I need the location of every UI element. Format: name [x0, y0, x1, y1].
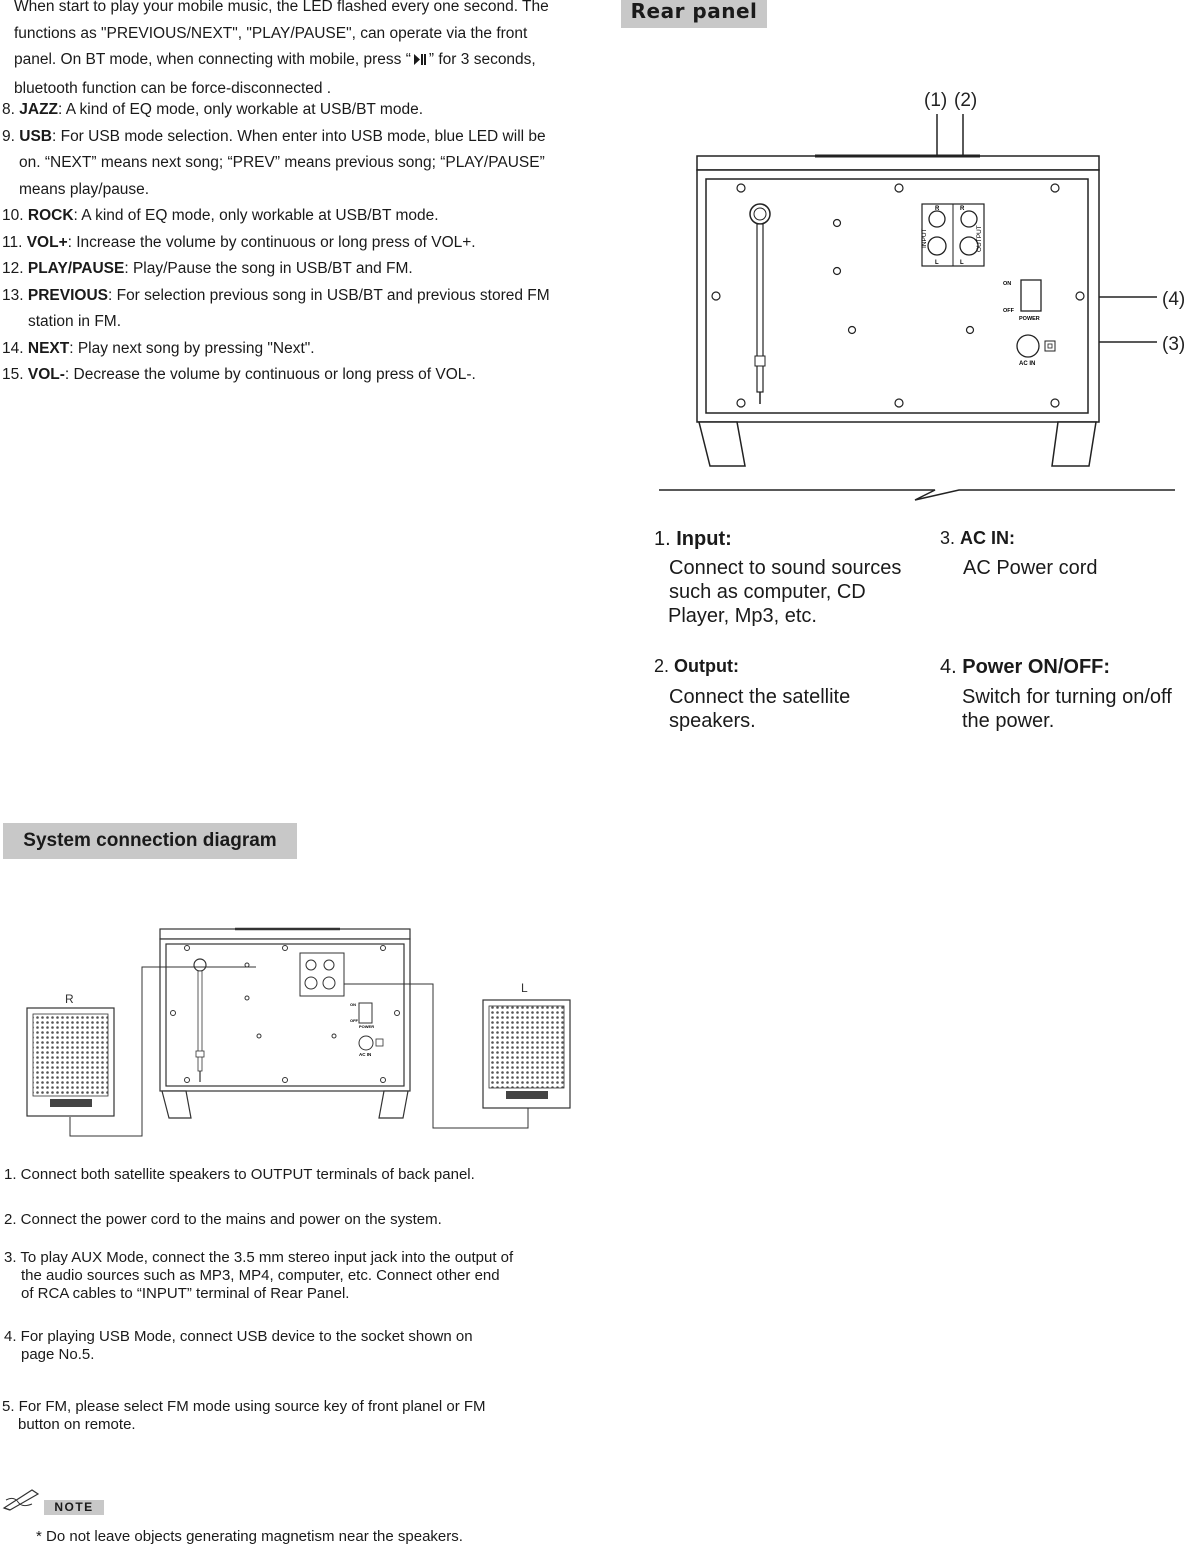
- power-label: POWER: [1019, 316, 1040, 322]
- system-step-5-line-1: 5. For FM, please select FM mode using source key of front planel or FM: [2, 1398, 486, 1415]
- rear-item-power-desc-1: Switch for turning on/off: [962, 686, 1172, 708]
- intro-line-1: When start to play your mobile music, the LED flashed every one second. The: [14, 0, 549, 15]
- play-pause-icon: [413, 49, 427, 76]
- callout-4: (4): [1162, 289, 1186, 310]
- pencil-note-icon: [2, 1486, 42, 1512]
- ac-in-label: AC IN: [1019, 361, 1036, 367]
- system-step-1-line-1: 1. Connect both satellite speakers to OUTPUT terminals of back panel.: [4, 1166, 475, 1183]
- rear-item-acin: [940, 527, 1185, 580]
- list-item: 14. NEXT: Play next song by pressing "Next".: [2, 339, 315, 357]
- list-item: 13. PREVIOUS: For selection previous song in USB/BT and previous stored FM: [2, 286, 550, 304]
- rear-item-input-desc-1: Connect to sound sources: [669, 557, 902, 579]
- note-badge: NOTE: [44, 1500, 104, 1515]
- rear-item-output: [654, 655, 924, 733]
- rear-item-output-num: 2.: [654, 656, 670, 676]
- list-item: 8. JAZZ: A kind of EQ mode, only workable at USB/BT mode.: [2, 101, 424, 118]
- rca-l-label-2: L: [960, 260, 964, 266]
- rear-item-input: [654, 527, 924, 628]
- intro-line-5: bluetooth function can be force-disconnected .: [14, 79, 332, 97]
- system-step-3-line-3: of RCA cables to “INPUT” terminal of Rear Panel.: [21, 1285, 350, 1302]
- rear-item-power-desc-2: the power.: [962, 710, 1055, 732]
- list-item: 11. VOL+: Increase the volume by continuous or long press of VOL+.: [2, 233, 476, 251]
- intro-line-2: functions as "PREVIOUS/NEXT", "PLAY/PAUSE", can operate via the front: [14, 24, 528, 42]
- mini-power-label: POWER: [359, 1024, 375, 1029]
- rca-l-label-1: L: [935, 260, 939, 266]
- output-label: OUTPUT: [976, 225, 983, 252]
- rear-item-acin-title: AC IN:: [960, 528, 1016, 548]
- mini-on-label: ON: [350, 1002, 356, 1007]
- system-step-2: [4, 1211, 594, 1229]
- system-step-4: [4, 1328, 594, 1364]
- list-item-cont: means play/pause.: [19, 180, 150, 198]
- intro-paragraph: [14, 0, 604, 102]
- list-item-cont: station in FM.: [28, 313, 122, 330]
- callout-3: (3): [1162, 334, 1186, 355]
- rear-item-output-desc-2: speakers.: [669, 710, 756, 732]
- rear-item-input-desc-2: such as computer, CD: [669, 581, 866, 603]
- callout-2: (2): [954, 90, 978, 111]
- rear-item-input-desc-3: Player, Mp3, etc.: [668, 605, 817, 627]
- system-step-3: [4, 1249, 594, 1303]
- callout-1: (1): [924, 90, 948, 111]
- rca-r-label-1: R: [935, 206, 940, 212]
- rear-item-input-title: Input:: [676, 528, 732, 550]
- speaker-l-label: L: [521, 981, 528, 995]
- rear-item-power: [940, 655, 1185, 733]
- note-text: * Do not leave objects generating magnetism near the speakers.: [36, 1528, 463, 1545]
- system-connection-title: System connection diagram: [3, 823, 297, 859]
- system-step-5-line-2: button on remote.: [18, 1416, 136, 1433]
- rear-item-output-desc-1: Connect the satellite: [669, 686, 851, 708]
- mini-ac-in-label: AC IN: [359, 1052, 372, 1057]
- rear-item-output-title: Output:: [674, 656, 739, 676]
- system-step-4-line-2: page No.5.: [21, 1346, 95, 1363]
- mini-off-label: OFF: [350, 1018, 358, 1023]
- system-step-5: [2, 1398, 592, 1434]
- system-step-2-line-1: 2. Connect the power cord to the mains and power on the system.: [4, 1211, 442, 1228]
- list-item: 12. PLAY/PAUSE: Play/Pause the song in USB/BT and FM.: [2, 260, 413, 277]
- system-step-3-line-1: 3. To play AUX Mode, connect the 3.5 mm stereo input jack into the output of: [4, 1249, 514, 1266]
- speaker-r-label: R: [65, 992, 74, 1006]
- system-step-1: [4, 1166, 594, 1184]
- list-item: 9. USB: For USB mode selection. When enter into USB mode, blue LED will be: [2, 127, 546, 145]
- system-connection-diagram: [0, 920, 600, 1140]
- list-item-cont: on. “NEXT” means next song; “PREV” means previous song; “PLAY/PAUSE”: [19, 154, 545, 171]
- system-step-3-line-2: the audio sources such as MP3, MP4, computer, etc. Connect other end: [21, 1267, 500, 1284]
- rear-panel-title: Rear panel: [621, 0, 767, 28]
- system-step-4-line-1: 4. For playing USB Mode, connect USB device to the socket shown on: [4, 1328, 473, 1345]
- off-label: OFF: [1003, 308, 1014, 314]
- rca-r-label-2: R: [960, 206, 965, 212]
- on-label: ON: [1003, 281, 1012, 287]
- function-list: [2, 97, 602, 389]
- rear-item-power-title: Power ON/OFF:: [962, 656, 1111, 678]
- rear-item-acin-desc-1: AC Power cord: [963, 557, 1098, 579]
- rear-item-input-num: 1.: [654, 528, 671, 550]
- input-label: INPUT: [921, 228, 928, 248]
- rear-item-acin-num: 3.: [940, 528, 956, 548]
- list-item: 15. VOL-: Decrease the volume by continuous or long press of VOL-.: [2, 366, 476, 383]
- rear-item-power-num: 4.: [940, 656, 957, 678]
- rear-panel-diagram: [600, 80, 1188, 510]
- list-item: 10. ROCK: A kind of EQ mode, only workable at USB/BT mode.: [2, 207, 439, 224]
- intro-line-3: panel. On BT mode, when connecting with mobile, press “ ” for 3 seconds,: [14, 47, 604, 76]
